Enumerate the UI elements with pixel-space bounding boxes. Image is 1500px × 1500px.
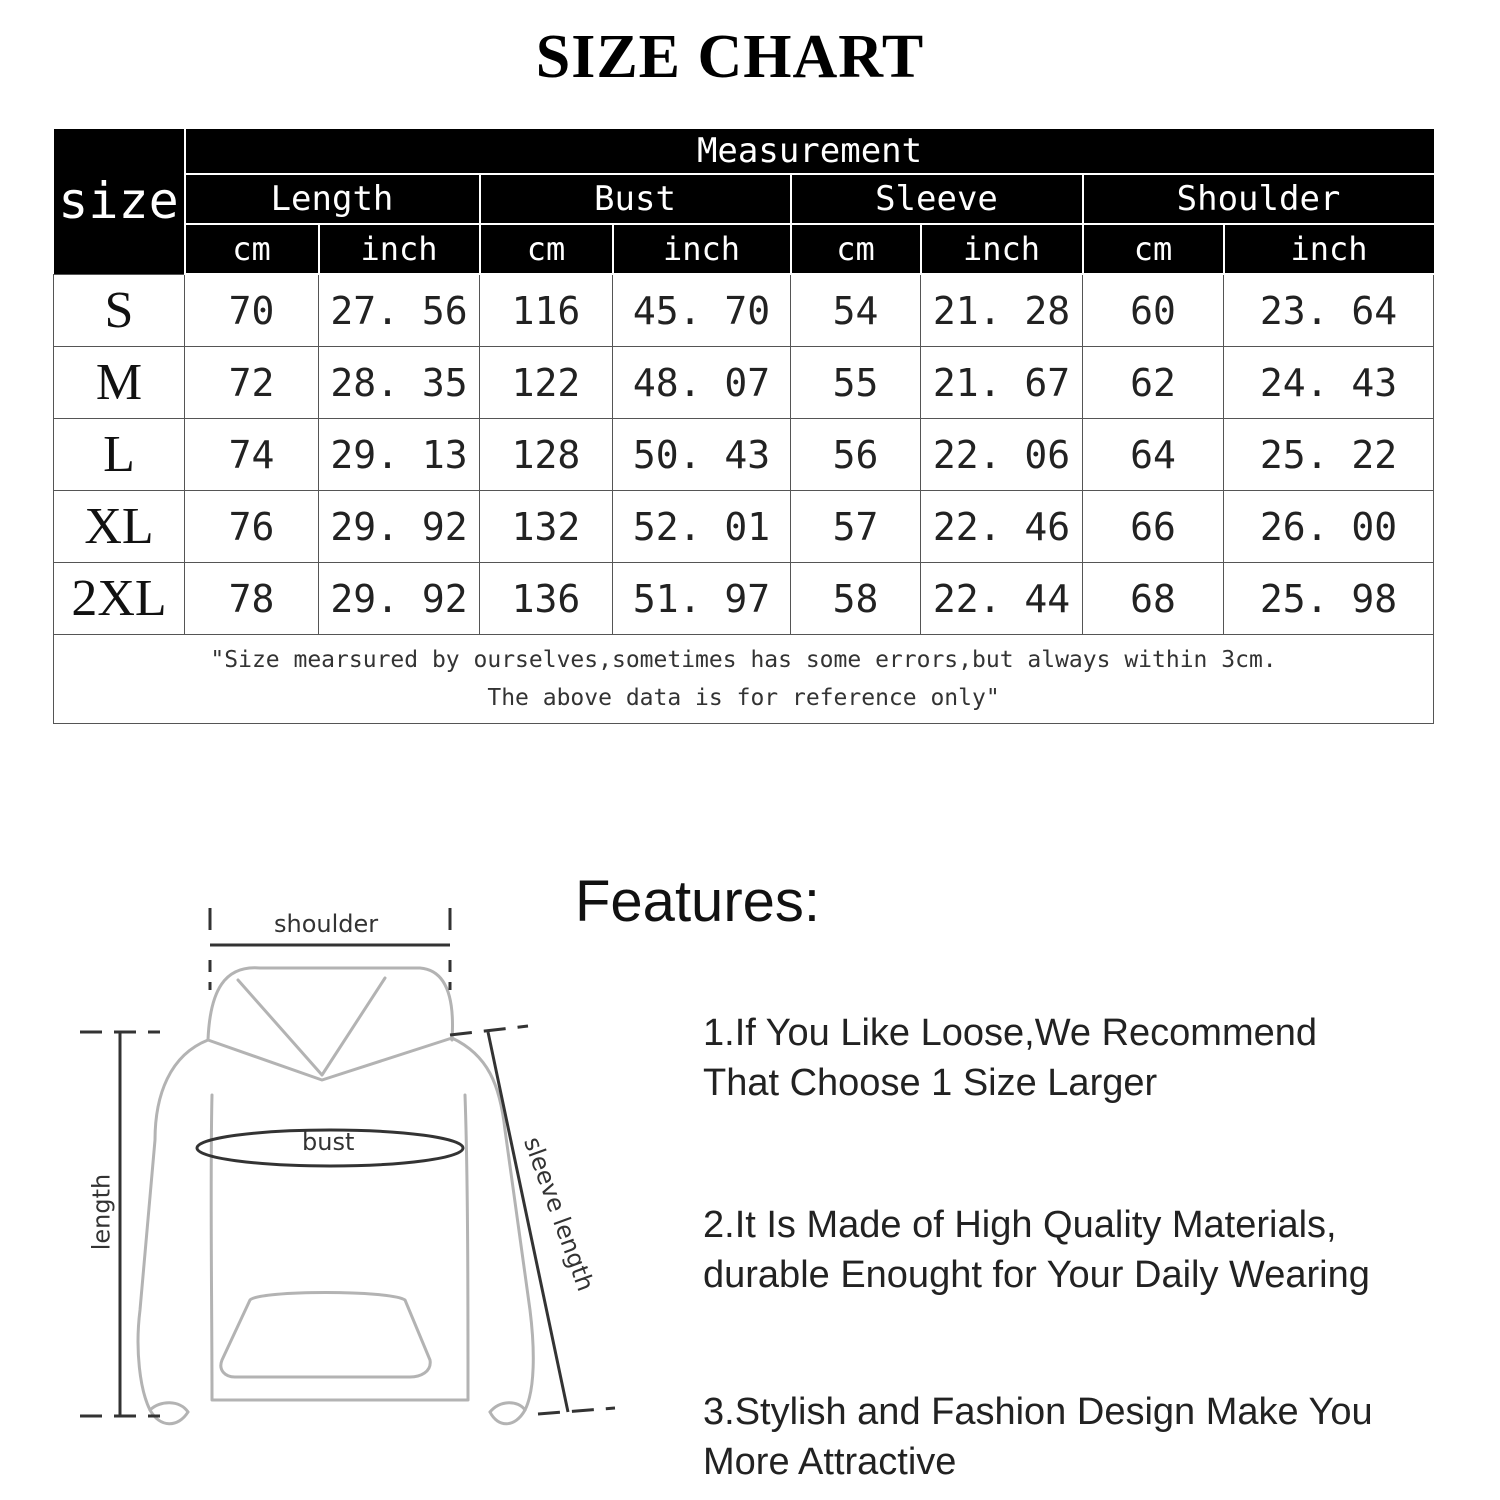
measurement-header: Measurement: [185, 129, 1434, 174]
table-row: [54, 563, 1434, 635]
table-cell: 54: [791, 274, 921, 347]
table-cell: 122: [480, 347, 613, 419]
page-title: SIZE CHART: [535, 23, 925, 91]
table-cell: 29. 92: [319, 491, 480, 563]
unit-header: inch: [921, 224, 1083, 274]
table-cell: 136: [480, 563, 613, 635]
table-row: [54, 274, 1434, 347]
table-cell: 55: [791, 347, 921, 419]
table-cell: 57: [791, 491, 921, 563]
table-cell: 70: [185, 274, 319, 347]
table-row: [54, 491, 1434, 563]
unit-header: cm: [185, 224, 319, 274]
table-cell: 74: [185, 419, 319, 491]
table-cell: 60: [1083, 274, 1224, 347]
feature-item: [703, 1200, 1483, 1300]
table-cell: 45. 70: [613, 274, 791, 347]
unit-header: cm: [791, 224, 921, 274]
size-column-header: size: [54, 129, 185, 274]
table-cell: 50. 43: [613, 419, 791, 491]
unit-header: inch: [613, 224, 791, 274]
feature-item: [703, 1387, 1483, 1487]
table-cell: 21. 67: [921, 347, 1083, 419]
table-cell: 22. 06: [921, 419, 1083, 491]
length-header: Length: [185, 174, 480, 224]
table-cell: 58: [791, 563, 921, 635]
table-cell: 26. 00: [1224, 491, 1434, 563]
note-line: "Size mearsured by ourselves,sometimes has some errors,but always within 3cm.: [210, 647, 1277, 673]
table-cell: 66: [1083, 491, 1224, 563]
feature-line: That Choose 1 Size Larger: [703, 1062, 1158, 1104]
feature-line: durable Enought for Your Daily Wearing: [703, 1254, 1370, 1296]
size-label: 2XL: [54, 563, 185, 635]
table-cell: 56: [791, 419, 921, 491]
table-row: [54, 347, 1434, 419]
table-cell: 132: [480, 491, 613, 563]
table-cell: 22. 44: [921, 563, 1083, 635]
table-cell: 22. 46: [921, 491, 1083, 563]
table-row: [54, 419, 1434, 491]
sleeve-header: Sleeve: [791, 174, 1083, 224]
shoulder-header: Shoulder: [1083, 174, 1434, 224]
table-cell: 76: [185, 491, 319, 563]
shoulder-label: shoulder: [274, 910, 379, 938]
feature-line: 3.Stylish and Fashion Design Make You: [703, 1391, 1373, 1433]
feature-line: 1.If You Like Loose,We Recommend: [703, 1012, 1318, 1054]
size-label: S: [54, 274, 185, 347]
note-line: The above data is for reference only": [487, 685, 1000, 711]
table-cell: 52. 01: [613, 491, 791, 563]
table-cell: 68: [1083, 563, 1224, 635]
bust-label: bust: [302, 1128, 355, 1156]
table-cell: 51. 97: [613, 563, 791, 635]
table-cell: 25. 98: [1224, 563, 1434, 635]
table-cell: 29. 92: [319, 563, 480, 635]
hoodie-measurement-diagram: [60, 880, 640, 1460]
table-cell: 128: [480, 419, 613, 491]
size-label: L: [54, 419, 185, 491]
table-cell: 29. 13: [319, 419, 480, 491]
feature-item: [703, 1008, 1483, 1108]
size-label: M: [54, 347, 185, 419]
table-cell: 62: [1083, 347, 1224, 419]
length-label: length: [87, 1173, 116, 1251]
table-cell: 116: [480, 274, 613, 347]
table-cell: 48. 07: [613, 347, 791, 419]
table-note: [54, 635, 1434, 724]
feature-line: More Attractive: [703, 1441, 957, 1483]
unit-header: cm: [1083, 224, 1224, 274]
features-heading: Features:: [575, 869, 820, 934]
sleeve-length-label: sleeve length: [518, 1133, 600, 1295]
size-chart-table: [53, 129, 1434, 724]
unit-header: inch: [1224, 224, 1434, 274]
table-cell: 23. 64: [1224, 274, 1434, 347]
bust-header: Bust: [480, 174, 791, 224]
feature-line: 2.It Is Made of High Quality Materials,: [703, 1204, 1337, 1246]
table-cell: 25. 22: [1224, 419, 1434, 491]
table-cell: 78: [185, 563, 319, 635]
table-cell: 72: [185, 347, 319, 419]
table-cell: 24. 43: [1224, 347, 1434, 419]
unit-header: inch: [319, 224, 480, 274]
unit-header: cm: [480, 224, 613, 274]
table-cell: 27. 56: [319, 274, 480, 347]
table-cell: 64: [1083, 419, 1224, 491]
size-label: XL: [54, 491, 185, 563]
table-cell: 28. 35: [319, 347, 480, 419]
table-cell: 21. 28: [921, 274, 1083, 347]
